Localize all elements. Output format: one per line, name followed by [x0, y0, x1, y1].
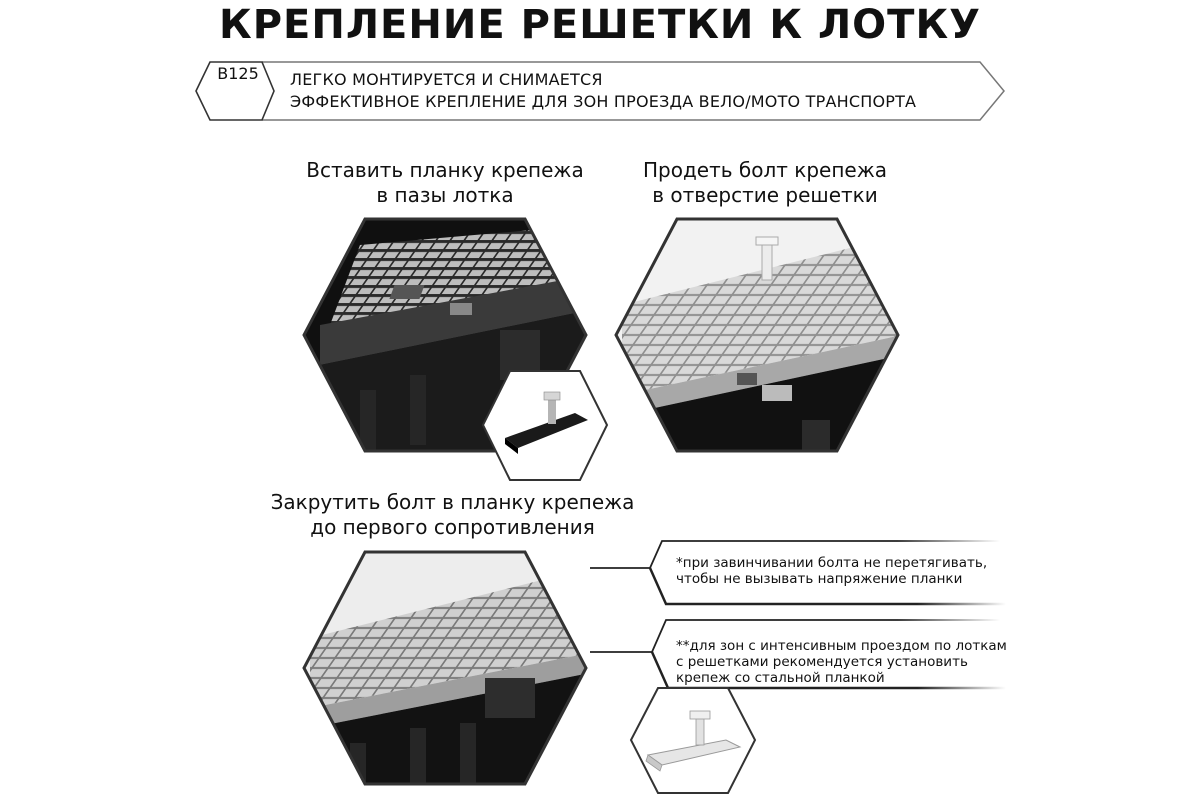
note-1	[676, 555, 987, 587]
step-2-line-2: в отверстие решетки	[652, 183, 878, 207]
banner-line-1: ЛЕГКО МОНТИРУЕТСЯ И СНИМАЕТСЯ	[290, 70, 603, 89]
banner-line-2: ЭФФЕКТИВНОЕ КРЕПЛЕНИЕ ДЛЯ ЗОН ПРОЕЗДА ВЕЛО/МОТО ТРАНСПОРТА	[290, 92, 917, 111]
step-3-photo	[300, 548, 590, 788]
step-2-title	[600, 158, 930, 208]
step-2-photo	[612, 215, 902, 455]
step-3-line-1: Закрутить болт в планку крепежа	[270, 490, 635, 514]
bracket-plate-icon	[762, 385, 792, 401]
step-1-line-2: в пазы лотка	[376, 183, 514, 207]
step-1-line-1: Вставить планку крепежа	[306, 158, 584, 182]
note-1-line-2: чтобы не вызывать напряжение планки	[676, 571, 963, 587]
step-3-line-2: до первого сопротивления	[310, 515, 595, 539]
note-2-line-3: крепеж со стальной планкой	[676, 670, 885, 686]
note-2-line-1: **для зон с интенсивным проездом по лоткам	[676, 638, 1007, 654]
step-3-title	[265, 490, 640, 540]
page-title: КРЕПЛЕНИЕ РЕШЕТКИ К ЛОТКУ	[219, 2, 981, 48]
step-1-title	[280, 158, 610, 208]
note-1-line-1: *при завинчивании болта не перетягивать,	[676, 555, 988, 571]
fastener-bracket-icon	[480, 368, 610, 483]
note-2-line-2: с решетками рекомендуется установить	[676, 654, 968, 670]
steel-bracket-icon	[628, 685, 758, 797]
step-2-line-1: Продеть болт крепежа	[643, 158, 887, 182]
note-2	[676, 638, 1007, 686]
bracket-plate-icon	[450, 303, 472, 315]
load-class-badge: B125	[217, 64, 259, 83]
